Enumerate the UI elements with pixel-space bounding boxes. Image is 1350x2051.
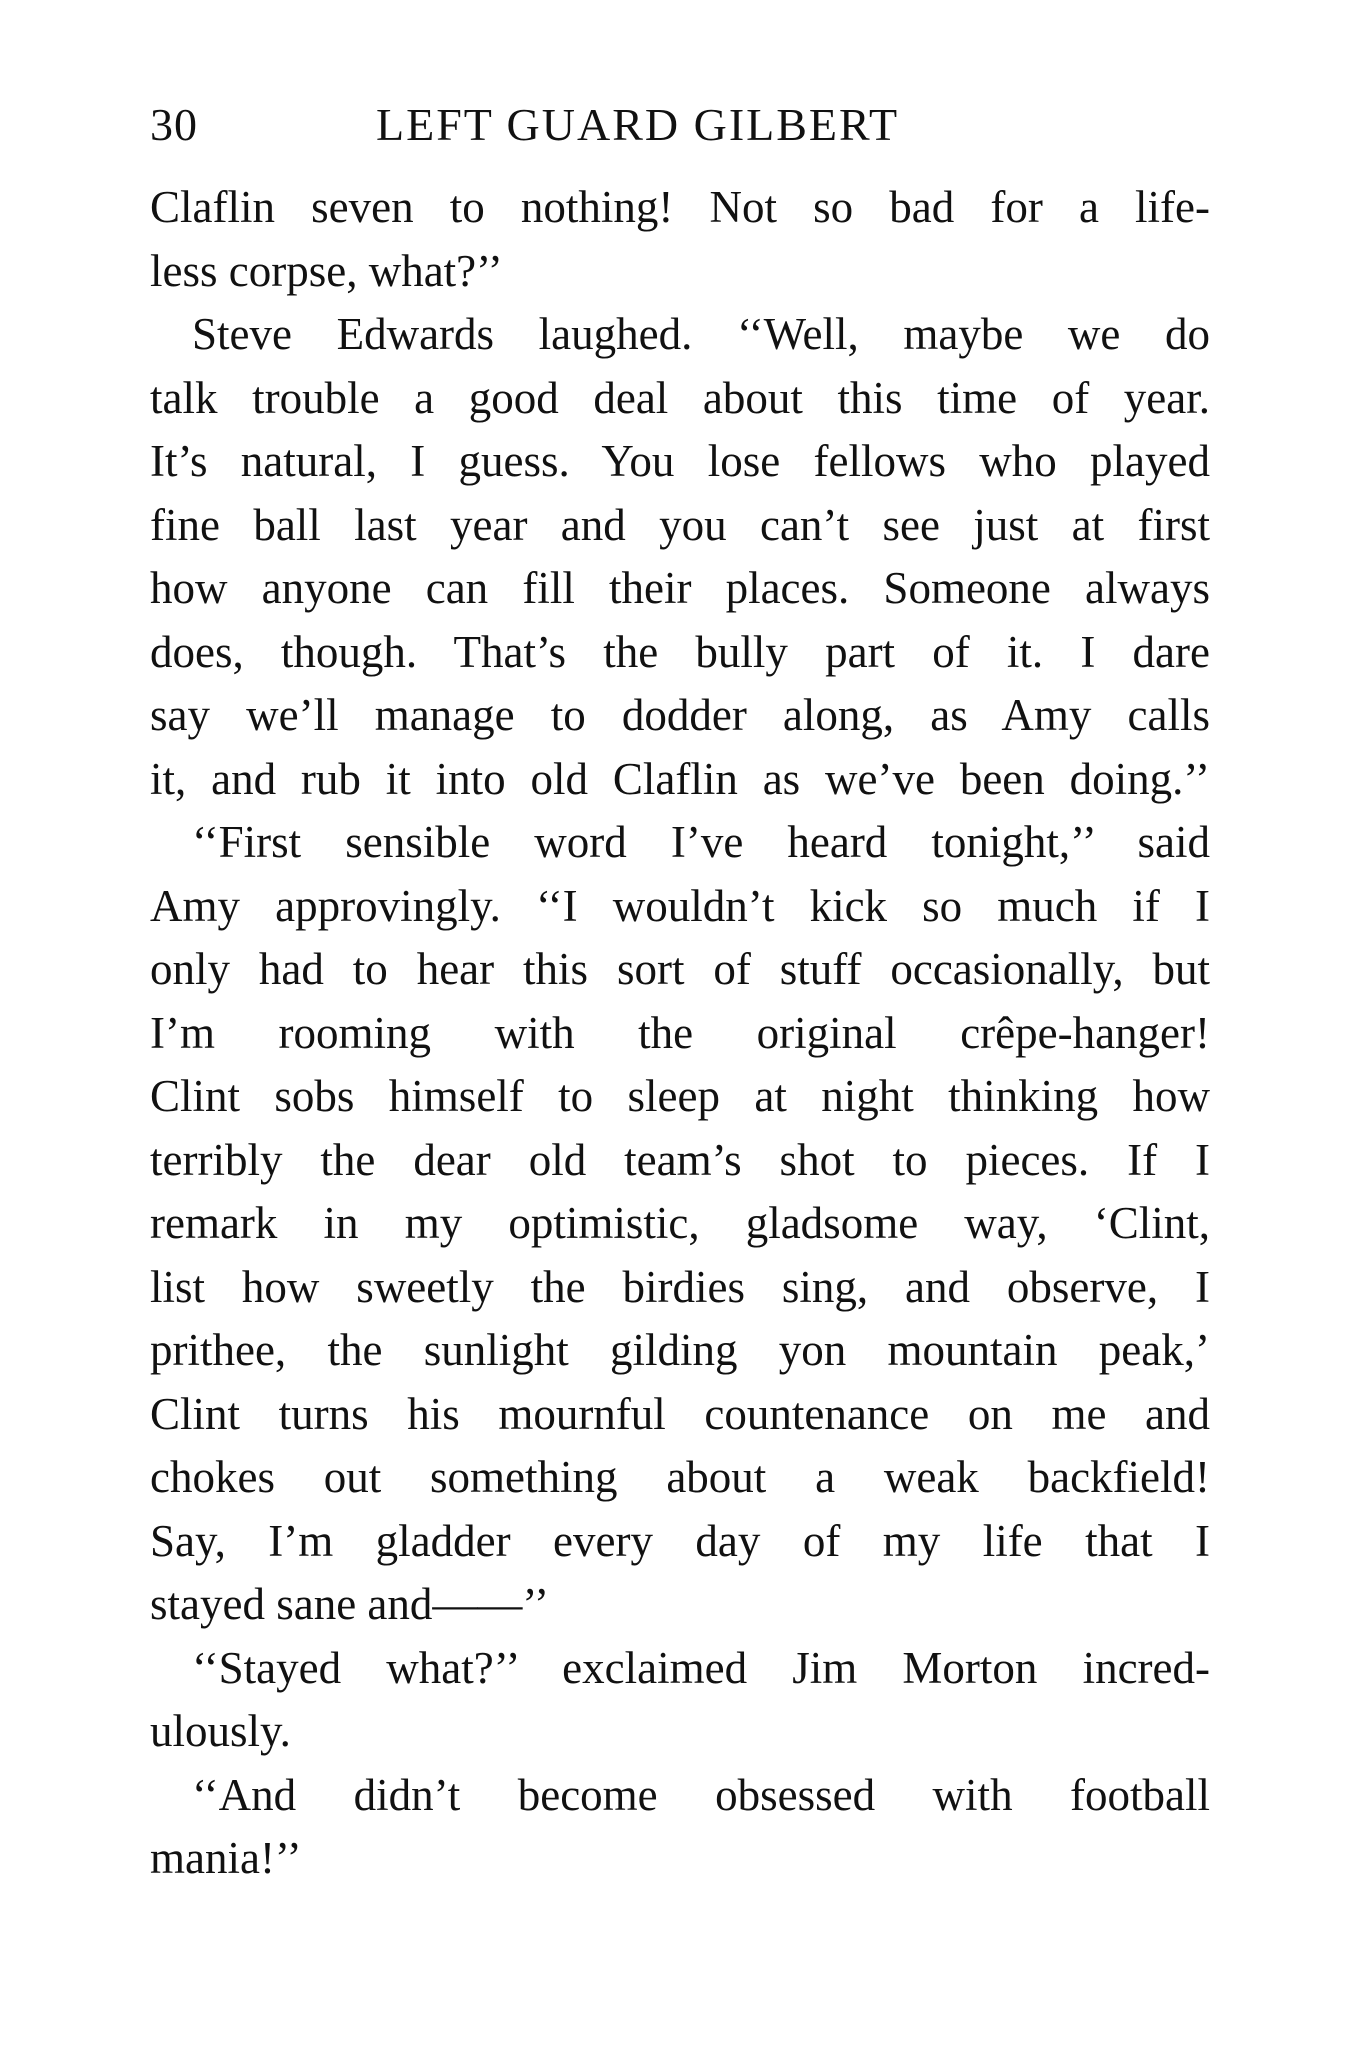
body-text (150, 176, 1210, 1891)
text-line: does, though. That’s the bully part of it. I dare (150, 626, 1210, 677)
page-number: 30 (150, 99, 198, 150)
text-line: Clint turns his mournful countenance on me and (150, 1388, 1210, 1439)
text-line: Amy approvingly. ‘‘I wouldn’t kick so much if I (150, 880, 1210, 931)
text-line: remark in my optimistic, gladsome way, ‘Clint, (150, 1198, 1210, 1248)
text-line: ‘‘And didn’t become obsessed with football (192, 1769, 1210, 1820)
text-line: Steve Edwards laughed. ‘‘Well, maybe we do (192, 309, 1210, 359)
text-line: ‘‘Stayed what?’’ exclaimed Jim Morton incred- (192, 1642, 1210, 1693)
text-line: say we’ll manage to dodder along, as Amy calls (150, 690, 1210, 740)
text-line: mania!’’ (150, 1833, 302, 1883)
text-line: ‘‘First sensible word I’ve heard tonight,’’ said (192, 817, 1210, 867)
running-title: LEFT GUARD GILBERT (376, 99, 900, 150)
text-line: it, and rub it into old Claflin as we’ve been doing.’’ (150, 753, 1210, 804)
text-line: terribly the dear old team’s shot to pieces. If I (150, 1134, 1210, 1185)
text-line: less corpse, what?’’ (150, 245, 503, 296)
text-line: Claflin seven to nothing! Not so bad for a life- (150, 182, 1210, 232)
text-line: chokes out something about a weak backfield! (150, 1452, 1210, 1502)
text-line: list how sweetly the birdies sing, and observe, I (150, 1261, 1210, 1312)
text-line: talk trouble a good deal about this time of year. (150, 372, 1210, 423)
text-line: It’s natural, I guess. You lose fellows who played (150, 436, 1210, 486)
text-line: Say, I’m gladder every day of my life that I (150, 1515, 1210, 1566)
text-line: I’m rooming with the original crêpe-hanger! (150, 1007, 1210, 1058)
text-line: ulously. (150, 1706, 291, 1756)
text-line: stayed sane and——’’ (150, 1579, 550, 1629)
running-head (150, 98, 1210, 158)
text-line: how anyone can fill their places. Someone always (150, 563, 1210, 613)
text-line: only had to hear this sort of stuff occasionally, but (150, 944, 1210, 994)
text-line: fine ball last year and you can’t see just at first (150, 499, 1210, 550)
text-line: prithee, the sunlight gilding yon mountain peak,’ (150, 1325, 1210, 1375)
text-line: Clint sobs himself to sleep at night thinking how (150, 1071, 1210, 1121)
